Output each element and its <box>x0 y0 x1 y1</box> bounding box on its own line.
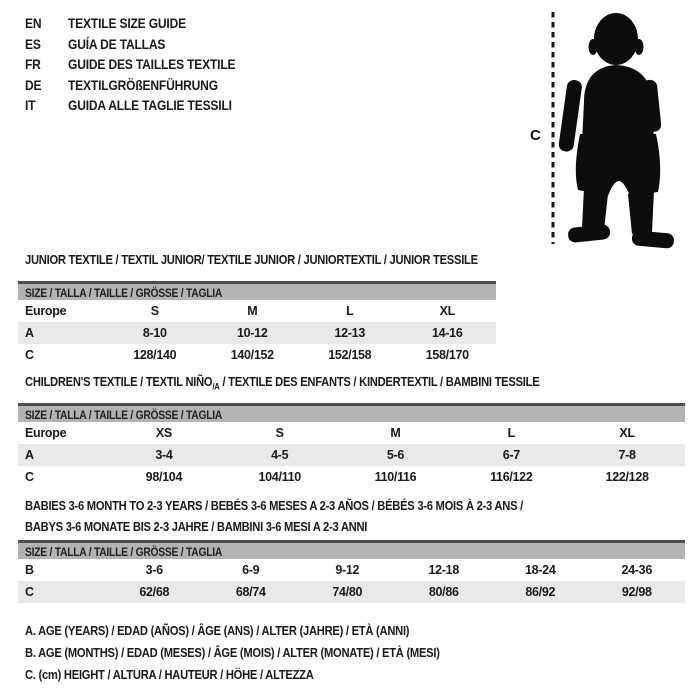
footnote-b <box>25 642 507 664</box>
babies-size-table <box>18 540 685 603</box>
value-cell: 9-12 <box>335 563 360 577</box>
babies-title-line2: BABYS 3-6 MONATE BIS 2-3 JAHRE / BAMBINI 3-6 MESI A 2-3 ANNI <box>25 519 368 534</box>
value-cell: 110/116 <box>374 470 417 484</box>
value-cell: 74/80 <box>332 585 363 599</box>
child-silhouette-graphic <box>520 2 700 254</box>
row-label-cell: C <box>25 470 34 484</box>
value-cell: XS <box>155 426 172 440</box>
value-cell: 10-12 <box>237 326 268 340</box>
children-title-rest: / TEXTILE DES ENFANTS / KINDERTEXTIL / BAMBINI TESSILE <box>219 374 540 389</box>
table-row <box>18 422 685 444</box>
value-cell: 18-24 <box>525 563 556 577</box>
value-cell: 24-36 <box>621 563 652 577</box>
size-header-bar <box>18 403 685 422</box>
size-header-text: SIZE / TALLA / TAILLE / GRÖSSE / TAGLIA <box>25 408 223 422</box>
value-cell: 80/86 <box>428 585 459 599</box>
language-row-en <box>25 13 263 34</box>
children-table <box>18 422 685 488</box>
value-cell: 92/98 <box>621 585 652 599</box>
language-title: GUIDE DES TAILLES TEXTILE <box>68 56 236 73</box>
child-silhouette <box>558 13 675 249</box>
junior-size-table <box>18 281 496 366</box>
language-code: FR <box>25 56 41 73</box>
size-header-text: SIZE / TALLA / TAILLE / GRÖSSE / TAGLIA <box>25 545 223 559</box>
height-measure-label: C <box>530 127 541 144</box>
value-cell: 3-4 <box>155 448 173 462</box>
value-cell: 5-6 <box>386 448 405 462</box>
footnote-b-text: B. AGE (MONTHS) / EDAD (MESES) / ÂGE (MOIS) / ALTER (MONATE) / ETÀ (MESI) <box>25 645 440 660</box>
footnote-a-text: A. AGE (YEARS) / EDAD (AÑOS) / ÂGE (ANS) / ALTER (JAHRE) / ETÀ (ANNI) <box>25 623 410 638</box>
size-header-bar <box>18 281 496 300</box>
language-code: ES <box>25 35 41 52</box>
language-row-it <box>25 95 263 116</box>
value-cell: 122/128 <box>605 470 649 484</box>
language-row-fr <box>25 54 263 75</box>
size-header-text: SIZE / TALLA / TAILLE / GRÖSSE / TAGLIA <box>25 286 223 300</box>
footnotes <box>25 620 507 686</box>
value-cell: 14-16 <box>432 326 463 340</box>
language-title: TEXTILE SIZE GUIDE <box>68 15 186 32</box>
value-cell: 12-13 <box>334 326 365 340</box>
table-row <box>18 322 496 344</box>
value-cell: 116/122 <box>490 470 533 484</box>
children-size-table <box>18 403 685 488</box>
language-title: GUIDA ALLE TAGLIE TESSILI <box>68 97 232 114</box>
babies-title-line1: BABIES 3-6 MONTH TO 2-3 YEARS / BEBÉS 3-6 MESES A 2-3 AÑOS / BÉBÉS 3-6 MOIS À 2-3 ANS / <box>25 498 523 513</box>
value-cell: 140/152 <box>230 348 274 362</box>
row-label-cell: B <box>25 563 34 577</box>
value-cell: M <box>247 304 258 318</box>
row-label-cell: C <box>25 348 34 362</box>
babies-section-title <box>25 495 604 537</box>
children-section-title-text <box>25 374 539 392</box>
value-cell: 7-8 <box>618 448 636 462</box>
language-code: IT <box>25 97 36 114</box>
value-cell: 152/158 <box>328 348 372 362</box>
children-title-main: CHILDREN'S TEXTILE / TEXTIL NIÑO <box>25 374 213 389</box>
value-cell: 6-9 <box>242 563 260 577</box>
babies-table <box>18 559 685 603</box>
junior-section-title <box>25 252 552 267</box>
value-cell: L <box>507 426 515 440</box>
value-cell: 12-18 <box>428 563 459 577</box>
value-cell: XL <box>439 304 455 318</box>
table-row <box>18 344 496 366</box>
value-cell: 6-7 <box>502 448 520 462</box>
value-cell: L <box>346 304 354 318</box>
value-cell: 128/140 <box>133 348 177 362</box>
footnote-a <box>25 620 507 642</box>
value-cell: S <box>275 426 284 440</box>
language-row-de <box>25 75 263 96</box>
measurement-figure <box>520 2 700 254</box>
language-code: EN <box>25 15 42 32</box>
value-cell: XL <box>619 426 635 440</box>
row-label-cell: A <box>25 326 34 340</box>
children-section-title <box>25 374 623 392</box>
value-cell: 4-5 <box>271 448 289 462</box>
language-title: TEXTILGRÖßENFÜHRUNG <box>68 76 218 93</box>
value-cell: S <box>150 304 159 318</box>
language-code: DE <box>25 76 42 93</box>
junior-section-title-text: JUNIOR TEXTILE / TEXTIL JUNIOR/ TEXTILE JUNIOR / JUNIORTEXTIL / JUNIOR TESSILE <box>25 252 478 267</box>
value-cell: 68/74 <box>235 585 266 599</box>
table-row <box>18 444 685 466</box>
value-cell: 62/68 <box>139 585 170 599</box>
children-title-subscript: /A <box>212 381 220 392</box>
footnote-c-text: C. (cm) HEIGHT / ALTURA / HAUTEUR / HÖHE / ALTEZZA <box>25 667 314 682</box>
table-row <box>18 300 496 322</box>
value-cell: 104/110 <box>258 470 301 484</box>
row-label-cell: C <box>25 585 34 599</box>
value-cell: 8-10 <box>142 326 167 340</box>
language-title: GUÍA DE TALLAS <box>68 35 166 52</box>
language-legend <box>25 13 263 116</box>
table-row <box>18 559 685 581</box>
row-label-cell: Europe <box>25 304 67 318</box>
value-cell: 158/170 <box>425 348 469 362</box>
value-cell: 3-6 <box>145 563 163 577</box>
table-row <box>18 581 685 603</box>
value-cell: 98/104 <box>145 470 183 484</box>
language-row-es <box>25 34 263 55</box>
value-cell: M <box>390 426 401 440</box>
junior-table <box>18 300 496 366</box>
size-header-bar <box>18 540 685 559</box>
value-cell: 86/92 <box>525 585 556 599</box>
row-label-cell: Europe <box>25 426 67 440</box>
row-label-cell: A <box>25 448 34 462</box>
table-row <box>18 466 685 488</box>
footnote-c <box>25 664 507 686</box>
